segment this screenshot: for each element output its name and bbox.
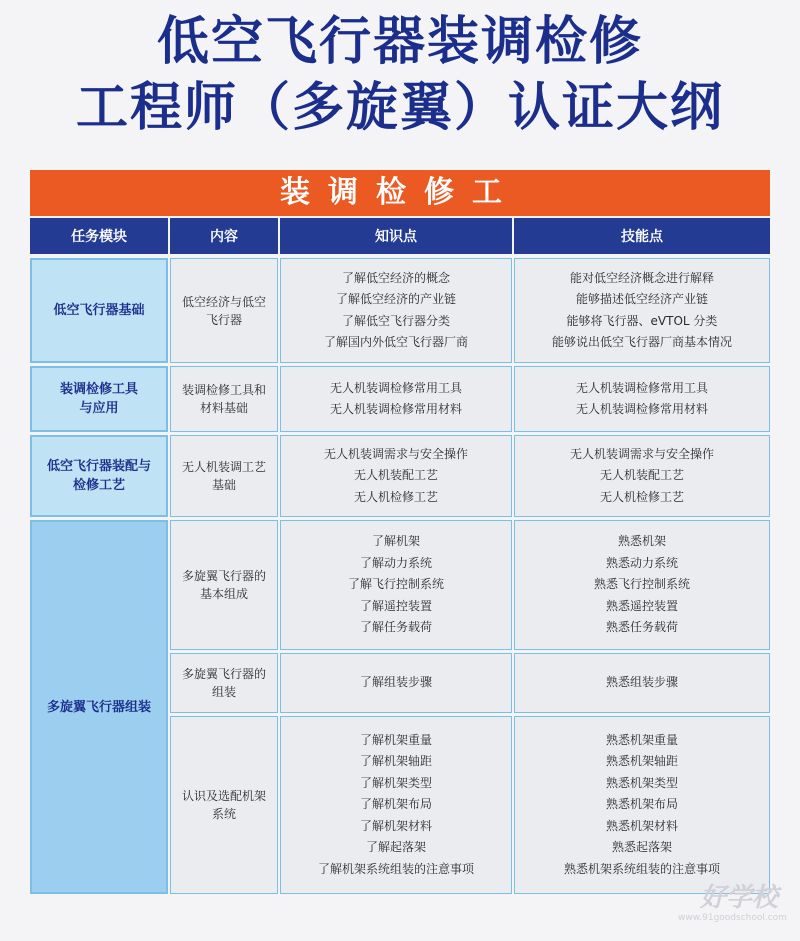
skills-cell bbox=[514, 366, 770, 432]
knowledge-item: 了解机架材料 bbox=[359, 818, 432, 833]
knowledge-item: 了解低空经济的概念 bbox=[341, 270, 450, 285]
knowledge-cell bbox=[280, 520, 512, 650]
content-cell: 低空经济与低空 飞行器 bbox=[170, 258, 278, 363]
knowledge-item: 无人机装调检修常用材料 bbox=[329, 402, 462, 416]
knowledge-item: 了解国内外低空飞行器厂商 bbox=[323, 335, 468, 349]
skill-item: 无人机检修工艺 bbox=[599, 489, 684, 504]
skill-item: 熟悉飞行控制系统 bbox=[593, 577, 690, 592]
knowledge-cell bbox=[280, 435, 512, 517]
knowledge-item: 了解组装步骤 bbox=[359, 675, 432, 690]
header-content: 内容 bbox=[170, 218, 278, 254]
header-module: 任务模块 bbox=[30, 218, 168, 254]
skill-item: 熟悉起落架 bbox=[611, 840, 672, 855]
skill-item: 能够说出低空飞行器厂商基本情况 bbox=[551, 335, 732, 349]
module-cell: 装调检修工具 与应用 bbox=[30, 366, 168, 432]
skill-item: 熟悉机架重量 bbox=[605, 732, 678, 747]
header-skills: 技能点 bbox=[514, 218, 770, 254]
knowledge-item: 了解飞行控制系统 bbox=[347, 577, 444, 592]
knowledge-item: 无人机装调需求与安全操作 bbox=[323, 446, 468, 461]
skill-item: 熟悉机架类型 bbox=[605, 775, 678, 790]
skills-cell bbox=[514, 716, 770, 894]
skills-cell bbox=[514, 520, 770, 650]
knowledge-cell bbox=[280, 716, 512, 894]
knowledge-item: 了解动力系统 bbox=[359, 555, 432, 570]
knowledge-item: 了解起落架 bbox=[365, 840, 426, 855]
knowledge-item: 了解低空飞行器分类 bbox=[341, 313, 450, 328]
knowledge-item: 了解机架布局 bbox=[359, 797, 432, 812]
content-cell: 多旋翼飞行器的 组装 bbox=[170, 653, 278, 713]
knowledge-cell bbox=[280, 653, 512, 713]
skill-item: 无人机装调需求与安全操作 bbox=[569, 446, 714, 461]
content-cell: 装调检修工具和 材料基础 bbox=[170, 366, 278, 432]
skill-item: 能够将飞行器、eVTOL 分类 bbox=[566, 313, 718, 328]
skill-item: 能够描述低空经济产业链 bbox=[575, 292, 708, 306]
skills-cell bbox=[514, 258, 770, 363]
skills-cell bbox=[514, 435, 770, 517]
skill-item: 熟悉机架 bbox=[617, 534, 666, 549]
skill-item: 熟悉任务载荷 bbox=[605, 620, 678, 635]
knowledge-cell bbox=[280, 366, 512, 432]
knowledge-item: 了解机架 bbox=[371, 534, 420, 549]
page-title-line-2: 工程师（多旋翼）认证大纲 bbox=[75, 78, 724, 138]
watermark-logo-text: 好学校 bbox=[699, 883, 778, 913]
module-cell: 多旋翼飞行器组装 bbox=[30, 520, 168, 894]
content-cell: 认识及选配机架 系统 bbox=[170, 716, 278, 894]
skill-item: 熟悉遥控装置 bbox=[605, 598, 678, 613]
knowledge-item: 了解机架重量 bbox=[359, 732, 432, 747]
knowledge-item: 无人机检修工艺 bbox=[353, 489, 438, 504]
skill-item: 熟悉机架系统组装的注意事项 bbox=[563, 861, 720, 876]
content-cell: 无人机装调工艺 基础 bbox=[170, 435, 278, 517]
skill-item: 无人机装配工艺 bbox=[599, 468, 684, 483]
section-banner: 装调检修工 bbox=[30, 170, 770, 216]
page-title-line-1: 低空飞行器装调检修 bbox=[156, 12, 643, 72]
knowledge-item: 了解机架系统组装的注意事项 bbox=[317, 861, 474, 876]
module-cell: 低空飞行器基础 bbox=[30, 258, 168, 363]
knowledge-cell bbox=[280, 258, 512, 363]
content-cell: 多旋翼飞行器的 基本组成 bbox=[170, 520, 278, 650]
skill-item: 熟悉机架布局 bbox=[605, 797, 678, 812]
skill-item: 无人机装调检修常用材料 bbox=[575, 402, 708, 416]
knowledge-item: 了解机架类型 bbox=[359, 775, 432, 790]
skill-item: 无人机装调检修常用工具 bbox=[575, 380, 708, 395]
watermark-logo bbox=[678, 883, 787, 933]
knowledge-item: 了解机架轴距 bbox=[359, 754, 432, 769]
watermark-url: www.91goodschool.com bbox=[678, 913, 787, 923]
module-cell: 低空飞行器装配与 检修工艺 bbox=[30, 435, 168, 517]
header-knowledge: 知识点 bbox=[280, 218, 512, 254]
knowledge-item: 了解任务载荷 bbox=[359, 620, 432, 635]
skill-item: 能对低空经济概念进行解释 bbox=[569, 270, 714, 285]
knowledge-item: 无人机装调检修常用工具 bbox=[329, 380, 462, 395]
skill-item: 熟悉组装步骤 bbox=[605, 675, 678, 690]
knowledge-item: 无人机装配工艺 bbox=[353, 468, 438, 483]
skill-item: 熟悉机架轴距 bbox=[605, 754, 678, 769]
knowledge-item: 了解低空经济的产业链 bbox=[335, 292, 456, 306]
skills-cell bbox=[514, 653, 770, 713]
skill-item: 熟悉动力系统 bbox=[605, 555, 678, 570]
knowledge-item: 了解遥控装置 bbox=[359, 598, 432, 613]
skill-item: 熟悉机架材料 bbox=[605, 818, 678, 833]
